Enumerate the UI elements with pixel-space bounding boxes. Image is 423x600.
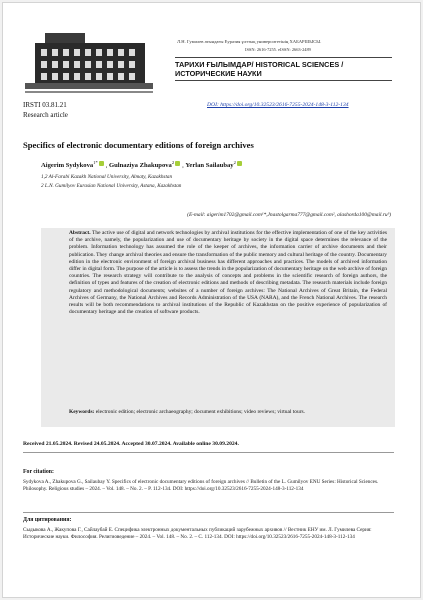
citation-text-ru: Сыдыкова А., Жакупова Г., Сайлаубай Е. Специфика электронных документальных публикаций зарубежных архивов // Вестник ЕНУ им. Л. Гумилева Серия: Исторические науки. Философия. Религиоведение – 2024. – Vol. 148. – No. 2. – C. 112-134. DOI: https://doi.org/10.32523/2616-7255-2024-148-3-112-134	[23, 527, 372, 541]
author-name: Yerlan Sailaubay	[185, 162, 234, 170]
section-title-line1: ТАРИХИ ҒЫЛЫМДАР/ HISTORICAL SCIENCES /	[175, 60, 344, 69]
author-name: Aigerim Sydykova	[41, 162, 94, 170]
author-list: Aigerim Sydykova$^{1*}$ , Gulnaziya Zhakupova$^2$ , Yerlan Sailaubay$^2$	[41, 160, 244, 169]
article-type: Research article	[23, 111, 68, 119]
document-page	[2, 2, 421, 598]
author-sup: 2	[171, 160, 175, 165]
divider	[23, 452, 394, 453]
section-title-line2: ИСТОРИЧЕСКИЕ НАУКИ	[175, 69, 262, 78]
article-dates: Received 21.05.2024. Revised 24.05.2024. Accepted 30.07.2024. Available online 30.09.2024.	[23, 441, 239, 447]
header-rule-bottom	[175, 80, 392, 81]
doi-link[interactable]: DOI: https://doi.org/10.32523/2616-7255-2024-148-3-112-134	[207, 102, 349, 108]
orcid-icon[interactable]	[99, 161, 104, 166]
author-name: Gulnaziya Zhakupova	[109, 162, 172, 170]
affiliation: 1,2 Al-Farabi Kazakh National University, Almaty, Kazakhstan	[41, 174, 173, 180]
keywords-label: Keywords:	[69, 409, 95, 415]
author-emails: (E-mail: aigerim1702@gmail.com¹*,Jnastolgarma777@gmail.com², alashorda100@mail.ru³)	[187, 212, 391, 218]
journal-line: Л.Н. Гумилев атындағы Еуразия ұлттық университетінің ХАБАРШЫСЫ.	[177, 39, 322, 44]
author-sup: 2	[233, 160, 236, 165]
header-rule-top	[175, 57, 392, 58]
keywords-list: electronic edition; electronic archaeography; document exhibitions; video reviews; virtual tours.	[95, 409, 306, 415]
citation-heading-ru: Для цитирования:	[23, 517, 72, 523]
abstract-body: The active use of digital and network technologies by archival institutions for the effective implementation of one of the key activities of the archive, namely, the popularization and use of documentary heritage by society in the digital space determines the relevance of the problem. Information technology has assumed the role of the keeper of archives, the information carrier of archive documents and their publication. They change archival theories and ensure the transformation of the public memory and cultural heritage of the country. Documentary edition in the electronic environment of foreign archival business has different approaches and practices. The models of archived information differ in digital form. The purpose of the article is to assess the trends in the popularization of documentary heritage on the web archive of foreign countries. The research strategy will contribute to the analysis of concepts and problems in the scientific research of foreign authors, the definition of types and features of the creation of electronic editions and methods of describing metadata. The research materials include foreign regulatory and methodological documents; websites of a number of foreign archives: The National Archives of Great Britain, the Federal Archives of Germany, the National Archives and Records Administration of the USA (NARA), and the French National Archives. The research results will be both recommendations to archival institutions of the Republic of Kazakhstan on the positive experience of popularization of documentary heritage and the creation of software products.	[69, 230, 388, 316]
section-title	[175, 60, 343, 78]
irsti-code: IRSTI 03.81.21	[23, 101, 67, 109]
article-title: Specifics of electronic documentary editions of foreign archives	[23, 140, 254, 150]
affiliation: 2 L.N. Gumilyov Eurasian National University, Astana, Kazakhstan	[41, 183, 182, 189]
orcid-icon[interactable]	[175, 161, 180, 166]
divider	[23, 512, 394, 513]
university-logo	[25, 25, 153, 97]
keywords	[69, 409, 387, 416]
abstract-label: Abstract.	[69, 230, 91, 236]
citation-text: Sydykova A., Zhakupova G., Sailaubay Y. Specifics of electronic documentary editions of foreign archives // Bulletin of the L. Gumilyov ENU Series: Historical Sciences. Philosophy. Religious studies – 2024. – Vol. 148. – No. 2. – P. 112-134. DOI: https://doi.org/10.32523/2616-7255-2024-148-3-112-134	[23, 479, 379, 493]
citation-heading: For citation:	[23, 469, 54, 475]
author-sup: 1*	[93, 160, 98, 165]
issn-line: ISSN: 2616-7255. eISSN: 2663-2489	[245, 47, 311, 52]
orcid-icon[interactable]	[237, 161, 242, 166]
abstract	[69, 230, 387, 316]
